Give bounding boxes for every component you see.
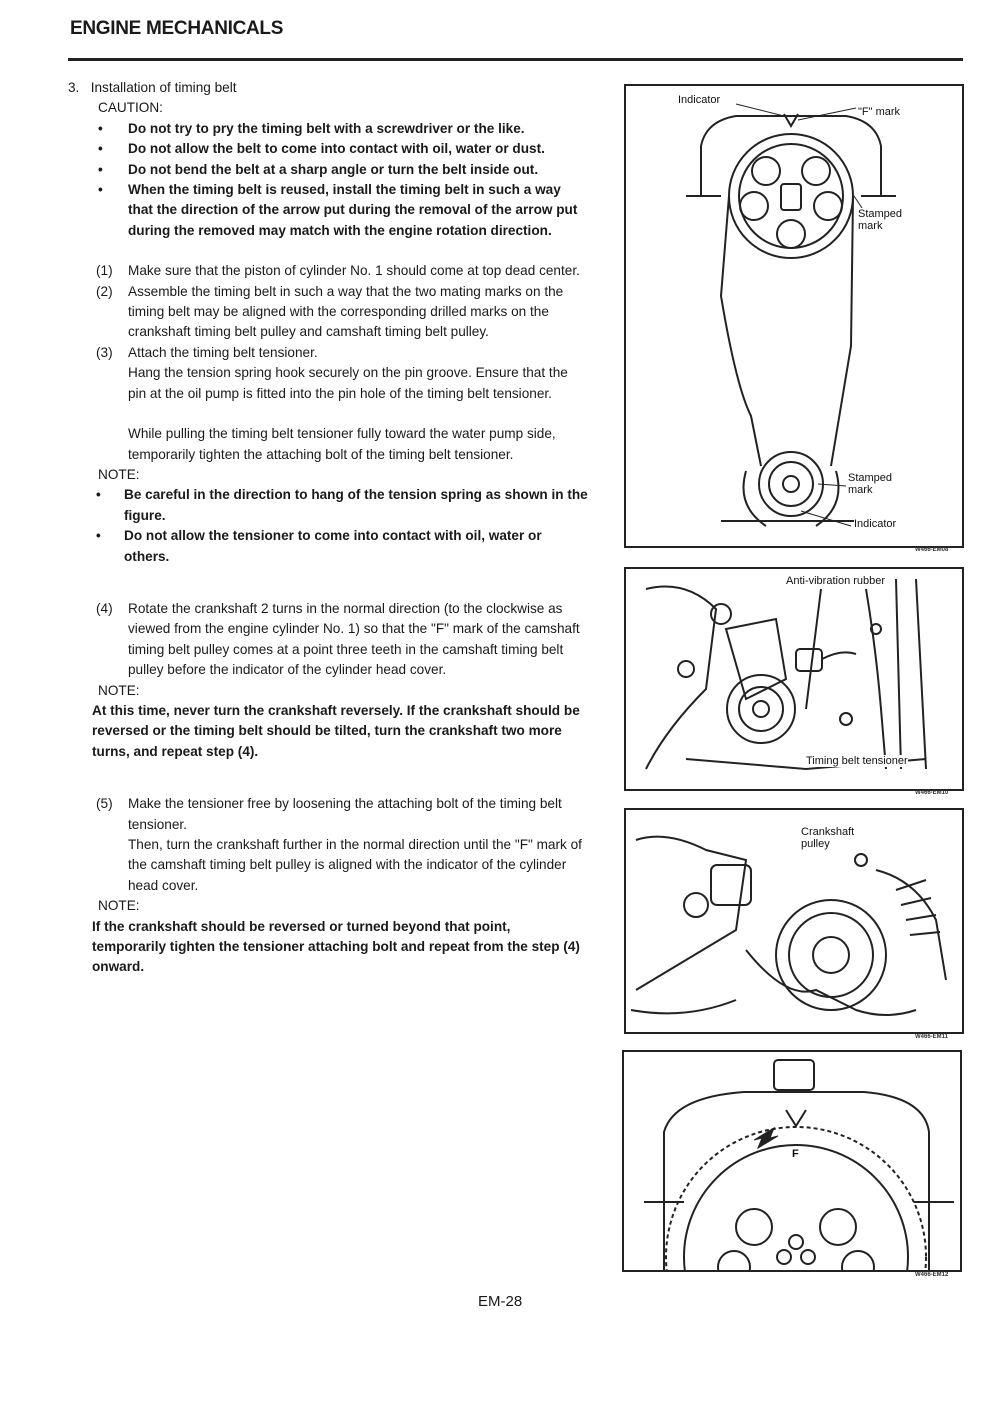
bullet-dot: • xyxy=(98,141,103,157)
figure-crankshaft-pulley xyxy=(624,808,964,1034)
tensioner-illustration xyxy=(626,569,962,789)
figure-camshaft-f-mark xyxy=(622,1050,962,1272)
step-text: Assemble the timing belt in such a way that the two mating marks on the timing belt may be aligned with the corresponding drilled marks on the crankshaft timing belt pulley and camshaft timing belt pulley. xyxy=(128,283,564,340)
caution-text: When the timing belt is reused, install the timing belt in such a way that the direction of the arrow put during the removal of the arrow put during the removed may match with the engine rotation direction. xyxy=(128,182,578,238)
step-item xyxy=(68,794,588,835)
header-rule xyxy=(68,58,963,61)
label-stamped-mark-bottom: Stamped mark xyxy=(848,472,918,496)
note-label: NOTE: xyxy=(98,682,140,698)
page-header-title: ENGINE MECHANICALS xyxy=(70,18,284,39)
note-paragraph: If the crankshaft should be reversed or turned beyond that point, temporarily tighten the tensioner attaching bolt and repeat from the step (4) onward. xyxy=(92,918,580,975)
caution-text: Do not try to pry the timing belt with a screwdriver or the like. xyxy=(128,120,525,136)
step-text: Attach the timing belt tensioner. xyxy=(128,344,318,360)
note-paragraph: At this time, never turn the crankshaft reversely. If the crankshaft should be reversed or the timing belt should be tilted, turn the crankshaft two more turns, and repeat step (4). xyxy=(92,702,580,759)
bullet-dot: • xyxy=(96,528,101,544)
note-item xyxy=(68,485,588,526)
figure-id: W466-EM10 xyxy=(915,790,949,796)
note-item xyxy=(68,526,588,567)
bullet-dot: • xyxy=(96,487,101,503)
label-f-mark: "F" mark xyxy=(858,106,901,118)
spacer xyxy=(68,762,588,794)
section-title: Installation of timing belt xyxy=(90,80,237,95)
figure-id: W466-EM11 xyxy=(915,1034,949,1040)
step-paragraph: Then, turn the crankshaft further in the normal direction until the "F" mark of the camshaft timing belt pulley is aligned with the indicator of the cylinder head cover. xyxy=(128,837,582,893)
caution-text: Do not allow the belt to come into contact with oil, water or dust. xyxy=(128,141,545,157)
step-paragraph: Hang the tension spring hook securely on the pin groove. Ensure that the pin at the oil pump is fitted into the pin hole of the timing belt tensioner. xyxy=(128,365,568,401)
figure-id: W466-EM12 xyxy=(915,1272,949,1278)
label-crankshaft-pulley: Crankshaft pulley xyxy=(801,826,881,850)
caution-item xyxy=(68,180,588,241)
step-item xyxy=(68,599,588,681)
crankshaft-pulley-illustration xyxy=(626,810,962,1032)
step-item xyxy=(68,282,588,343)
step-number: (4) xyxy=(96,600,113,616)
spacer xyxy=(68,404,588,424)
caution-label: CAUTION: xyxy=(98,100,163,116)
step-paragraph: While pulling the timing belt tensioner fully toward the water pump side, temporarily tighten the attaching bolt of the timing belt tensioner. xyxy=(128,426,556,462)
section-number: 3. xyxy=(68,80,80,95)
label-indicator-top: Indicator xyxy=(678,94,721,106)
step-number: (1) xyxy=(96,263,113,279)
bullet-dot: • xyxy=(98,120,103,136)
label-indicator-bottom: Indicator xyxy=(854,518,897,530)
text-column xyxy=(68,78,588,978)
spacer xyxy=(68,241,588,261)
figure-id: W466-EM08 xyxy=(915,547,949,553)
page-number: EM-28 xyxy=(478,1293,523,1310)
step-text: Make the tensioner free by loosening the attaching bolt of the timing belt tensioner. xyxy=(128,796,562,832)
caution-item xyxy=(68,139,588,159)
bullet-dot: • xyxy=(98,182,103,198)
label-anti-vibration-rubber: Anti-vibration rubber xyxy=(786,575,886,587)
step-item xyxy=(68,343,588,363)
label-f-letter: F xyxy=(792,1148,799,1160)
step-text: Make sure that the piston of cylinder No. 1 should come at top dead center. xyxy=(128,263,580,279)
caution-item xyxy=(68,160,588,180)
note-text: Do not allow the tensioner to come into contact with oil, water or others. xyxy=(124,528,542,564)
note-label: NOTE: xyxy=(98,898,140,914)
spacer xyxy=(68,567,588,599)
label-timing-belt-tensioner: Timing belt tensioner xyxy=(806,755,908,767)
step-item xyxy=(68,261,588,281)
camshaft-f-mark-illustration xyxy=(624,1052,960,1270)
caution-text: Do not bend the belt at a sharp angle or turn the belt inside out. xyxy=(128,161,539,177)
step-number: (5) xyxy=(96,796,113,812)
note-text: Be careful in the direction to hang of the tension spring as shown in the figure. xyxy=(124,487,588,523)
step-text: Rotate the crankshaft 2 turns in the normal direction (to the clockwise as viewed from the engine cylinder No. 1) so that the "F" mark of the camshaft timing belt pulley comes at a point three teeth in the camshaft timing belt pulley before the indicator of the cylinder head cover. xyxy=(128,600,580,678)
step-number: (3) xyxy=(96,344,113,360)
note-label: NOTE: xyxy=(98,466,140,482)
caution-item xyxy=(68,119,588,139)
figure-tensioner xyxy=(624,567,964,791)
figure-timing-belt-layout xyxy=(624,84,964,548)
step-number: (2) xyxy=(96,283,113,299)
label-stamped-mark-top: Stamped mark xyxy=(858,208,928,232)
section-heading xyxy=(68,78,588,98)
bullet-dot: • xyxy=(98,161,103,177)
